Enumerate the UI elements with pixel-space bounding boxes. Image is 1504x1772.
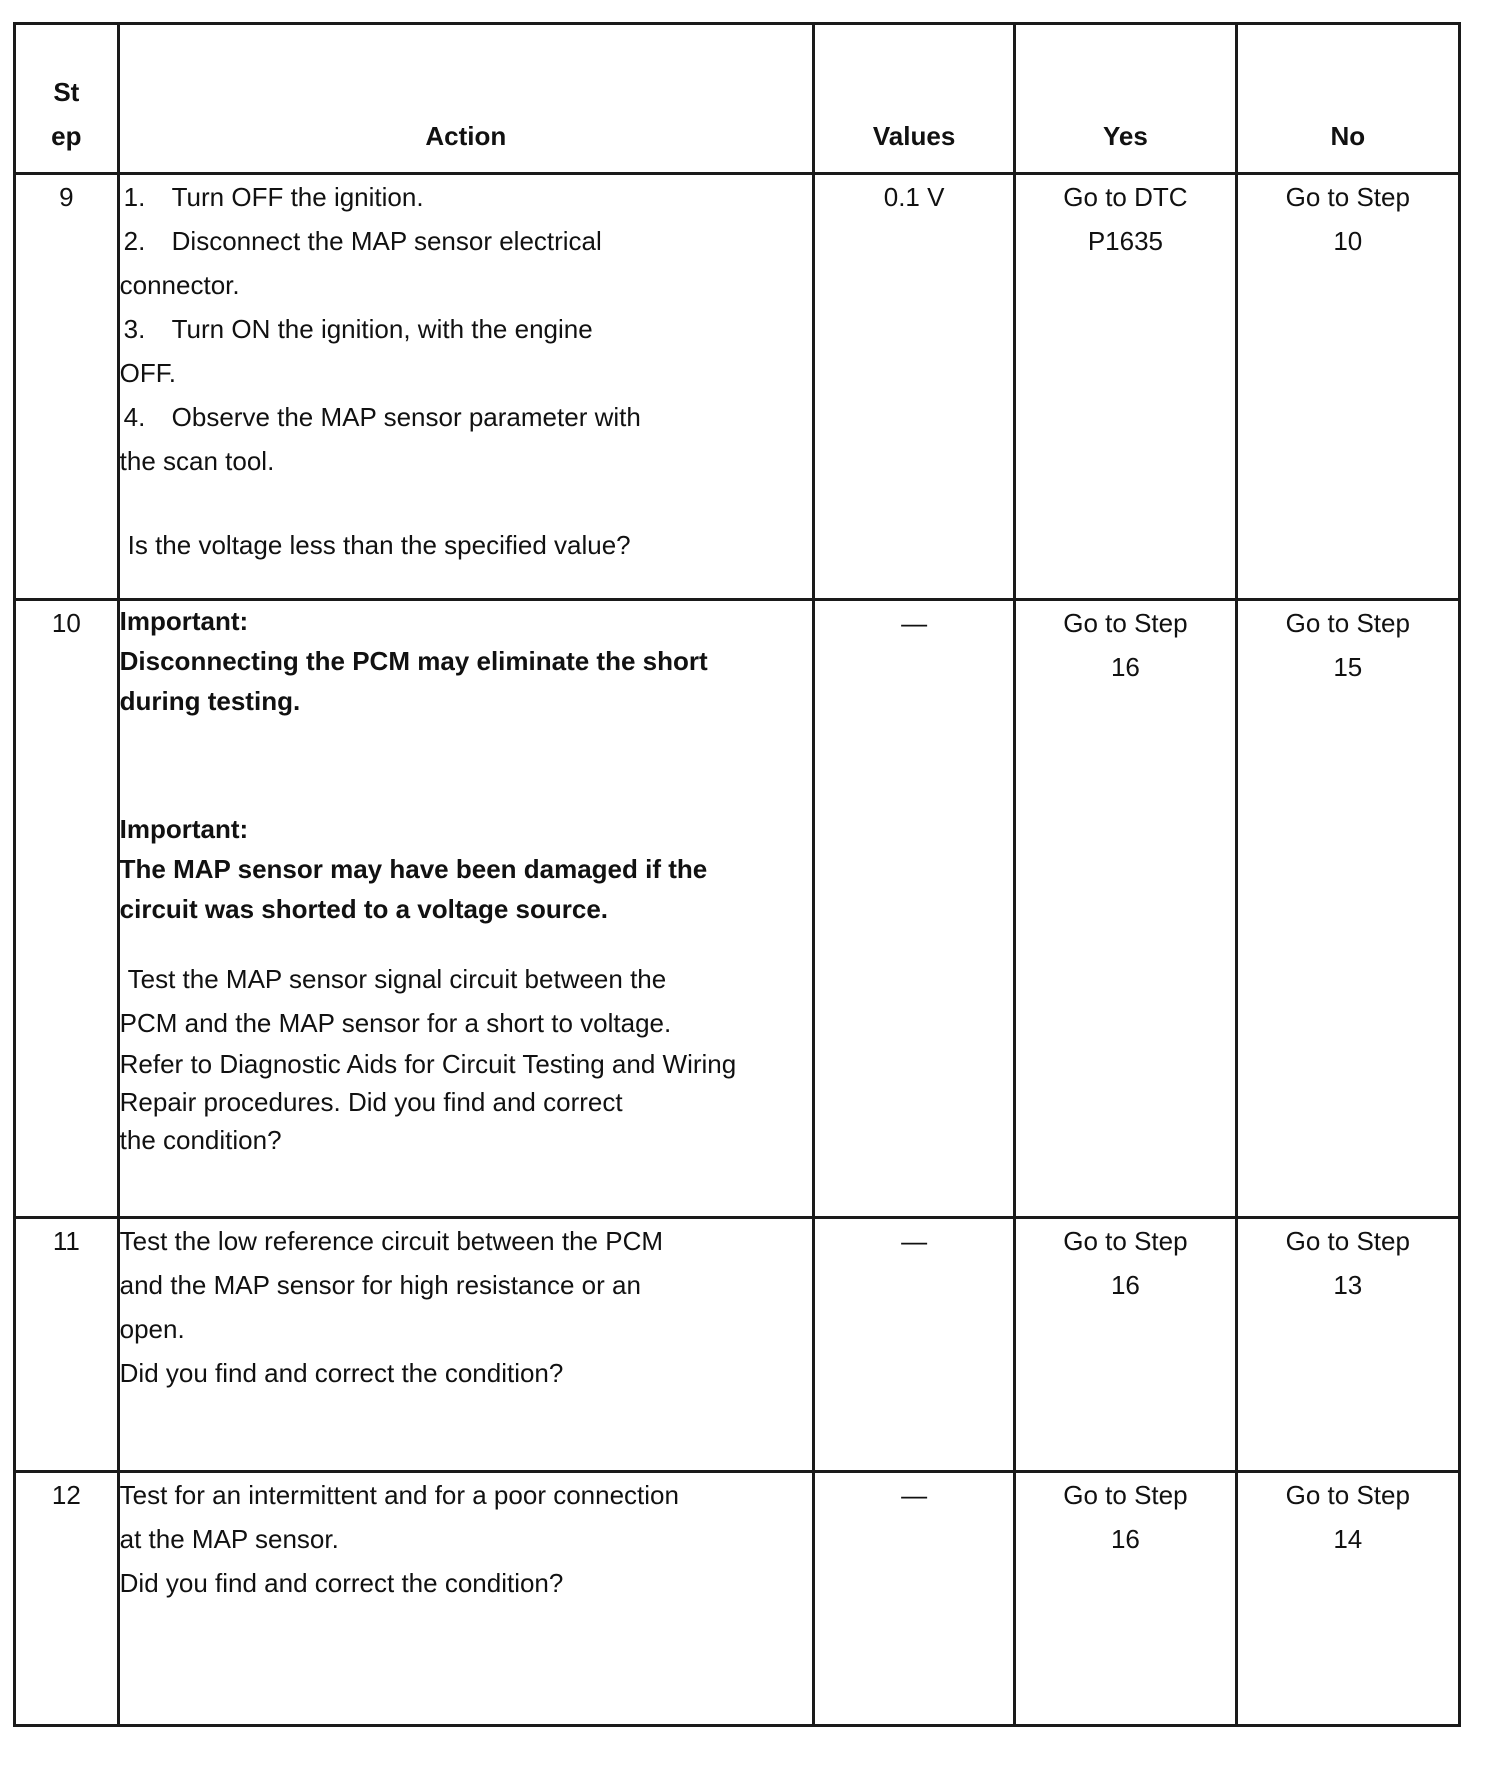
table-row <box>15 600 1460 1218</box>
step-number: 12 <box>15 1472 119 1726</box>
column-header-yes: Yes <box>1015 24 1236 174</box>
action-step-item: 2. Disconnect the MAP sensor electrical <box>123 226 602 256</box>
action-text-line: Refer to Diagnostic Aids for Circuit Testing and Wiring <box>119 1049 737 1079</box>
action-text-line: Test the MAP sensor signal circuit between the <box>127 964 667 994</box>
yes-line1: Go to Step <box>1063 608 1188 638</box>
action-text-line: Repair procedures. Did you find and correct <box>119 1087 623 1117</box>
table-header-row <box>15 24 1460 174</box>
important-note-line: during testing. <box>119 686 301 716</box>
action-text-line: at the MAP sensor. <box>119 1524 339 1554</box>
no-line2: 14 <box>1333 1524 1363 1554</box>
action-step-item: 3. Turn ON the ignition, with the engine <box>123 314 593 344</box>
no-line1: Go to Step <box>1285 1226 1410 1256</box>
action-text-line: Did you find and correct the condition? <box>119 1358 564 1388</box>
no-line2: 10 <box>1333 226 1363 256</box>
yes-line1: Go to DTC <box>1063 182 1188 212</box>
action-step-item-continued: the scan tool. <box>119 446 275 476</box>
important-note-line: Disconnecting the PCM may eliminate the short <box>119 646 708 676</box>
table-row <box>15 1218 1460 1472</box>
step-number: 9 <box>15 174 119 600</box>
important-note-line: The MAP sensor may have been damaged if the <box>119 854 708 884</box>
value-cell: 0.1 V <box>813 174 1014 600</box>
important-label: Important: <box>119 606 249 636</box>
yes-cell <box>1015 1472 1236 1726</box>
action-question: Is the voltage less than the specified value? <box>127 530 631 560</box>
no-cell <box>1236 600 1459 1218</box>
action-step-item: 4. Observe the MAP sensor parameter with <box>123 402 641 432</box>
no-cell <box>1236 174 1459 600</box>
column-header-values: Values <box>813 24 1014 174</box>
no-cell <box>1236 1218 1459 1472</box>
column-header-action: Action <box>118 24 813 174</box>
action-text-line: open. <box>119 1314 185 1344</box>
yes-line1: Go to Step <box>1063 1226 1188 1256</box>
no-line1: Go to Step <box>1285 182 1410 212</box>
action-step-item-continued: connector. <box>119 270 240 300</box>
value-cell: — <box>813 1472 1014 1726</box>
yes-line2: 16 <box>1110 652 1140 682</box>
no-line1: Go to Step <box>1285 1480 1410 1510</box>
yes-cell <box>1015 1218 1236 1472</box>
yes-line2: 16 <box>1110 1524 1140 1554</box>
yes-line2: P1635 <box>1087 226 1163 256</box>
action-text-line: Test the low reference circuit between the PCM <box>119 1226 663 1256</box>
no-line1: Go to Step <box>1285 608 1410 638</box>
action-step-item: 1. Turn OFF the ignition. <box>123 182 424 212</box>
action-cell <box>118 1218 813 1472</box>
action-text-line: and the MAP sensor for high resistance or an <box>119 1270 641 1300</box>
column-header-step-line1: St <box>53 77 80 107</box>
action-step-item-continued: OFF. <box>119 358 176 388</box>
yes-line1: Go to Step <box>1063 1480 1188 1510</box>
action-text-line: Test for an intermittent and for a poor connection <box>119 1480 679 1510</box>
column-header-no: No <box>1236 24 1459 174</box>
action-text-line: Did you find and correct the condition? <box>119 1568 564 1598</box>
yes-cell <box>1015 174 1236 600</box>
step-number: 11 <box>15 1218 119 1472</box>
value-cell: — <box>813 600 1014 1218</box>
action-cell <box>118 174 813 600</box>
column-header-step <box>15 24 119 174</box>
action-text-line: PCM and the MAP sensor for a short to voltage. <box>119 1008 672 1038</box>
value-cell: — <box>813 1218 1014 1472</box>
action-cell <box>118 600 813 1218</box>
important-label: Important: <box>119 814 249 844</box>
action-cell <box>118 1472 813 1726</box>
yes-line2: 16 <box>1110 1270 1140 1300</box>
no-cell <box>1236 1472 1459 1726</box>
important-note-line: circuit was shorted to a voltage source. <box>119 894 609 924</box>
step-number: 10 <box>15 600 119 1218</box>
diagnostic-table <box>13 22 1461 1727</box>
column-header-step-line2: ep <box>51 121 82 151</box>
no-line2: 15 <box>1333 652 1363 682</box>
no-line2: 13 <box>1333 1270 1363 1300</box>
table-row <box>15 174 1460 600</box>
action-text-line: the condition? <box>119 1125 282 1155</box>
yes-cell <box>1015 600 1236 1218</box>
table-row <box>15 1472 1460 1726</box>
